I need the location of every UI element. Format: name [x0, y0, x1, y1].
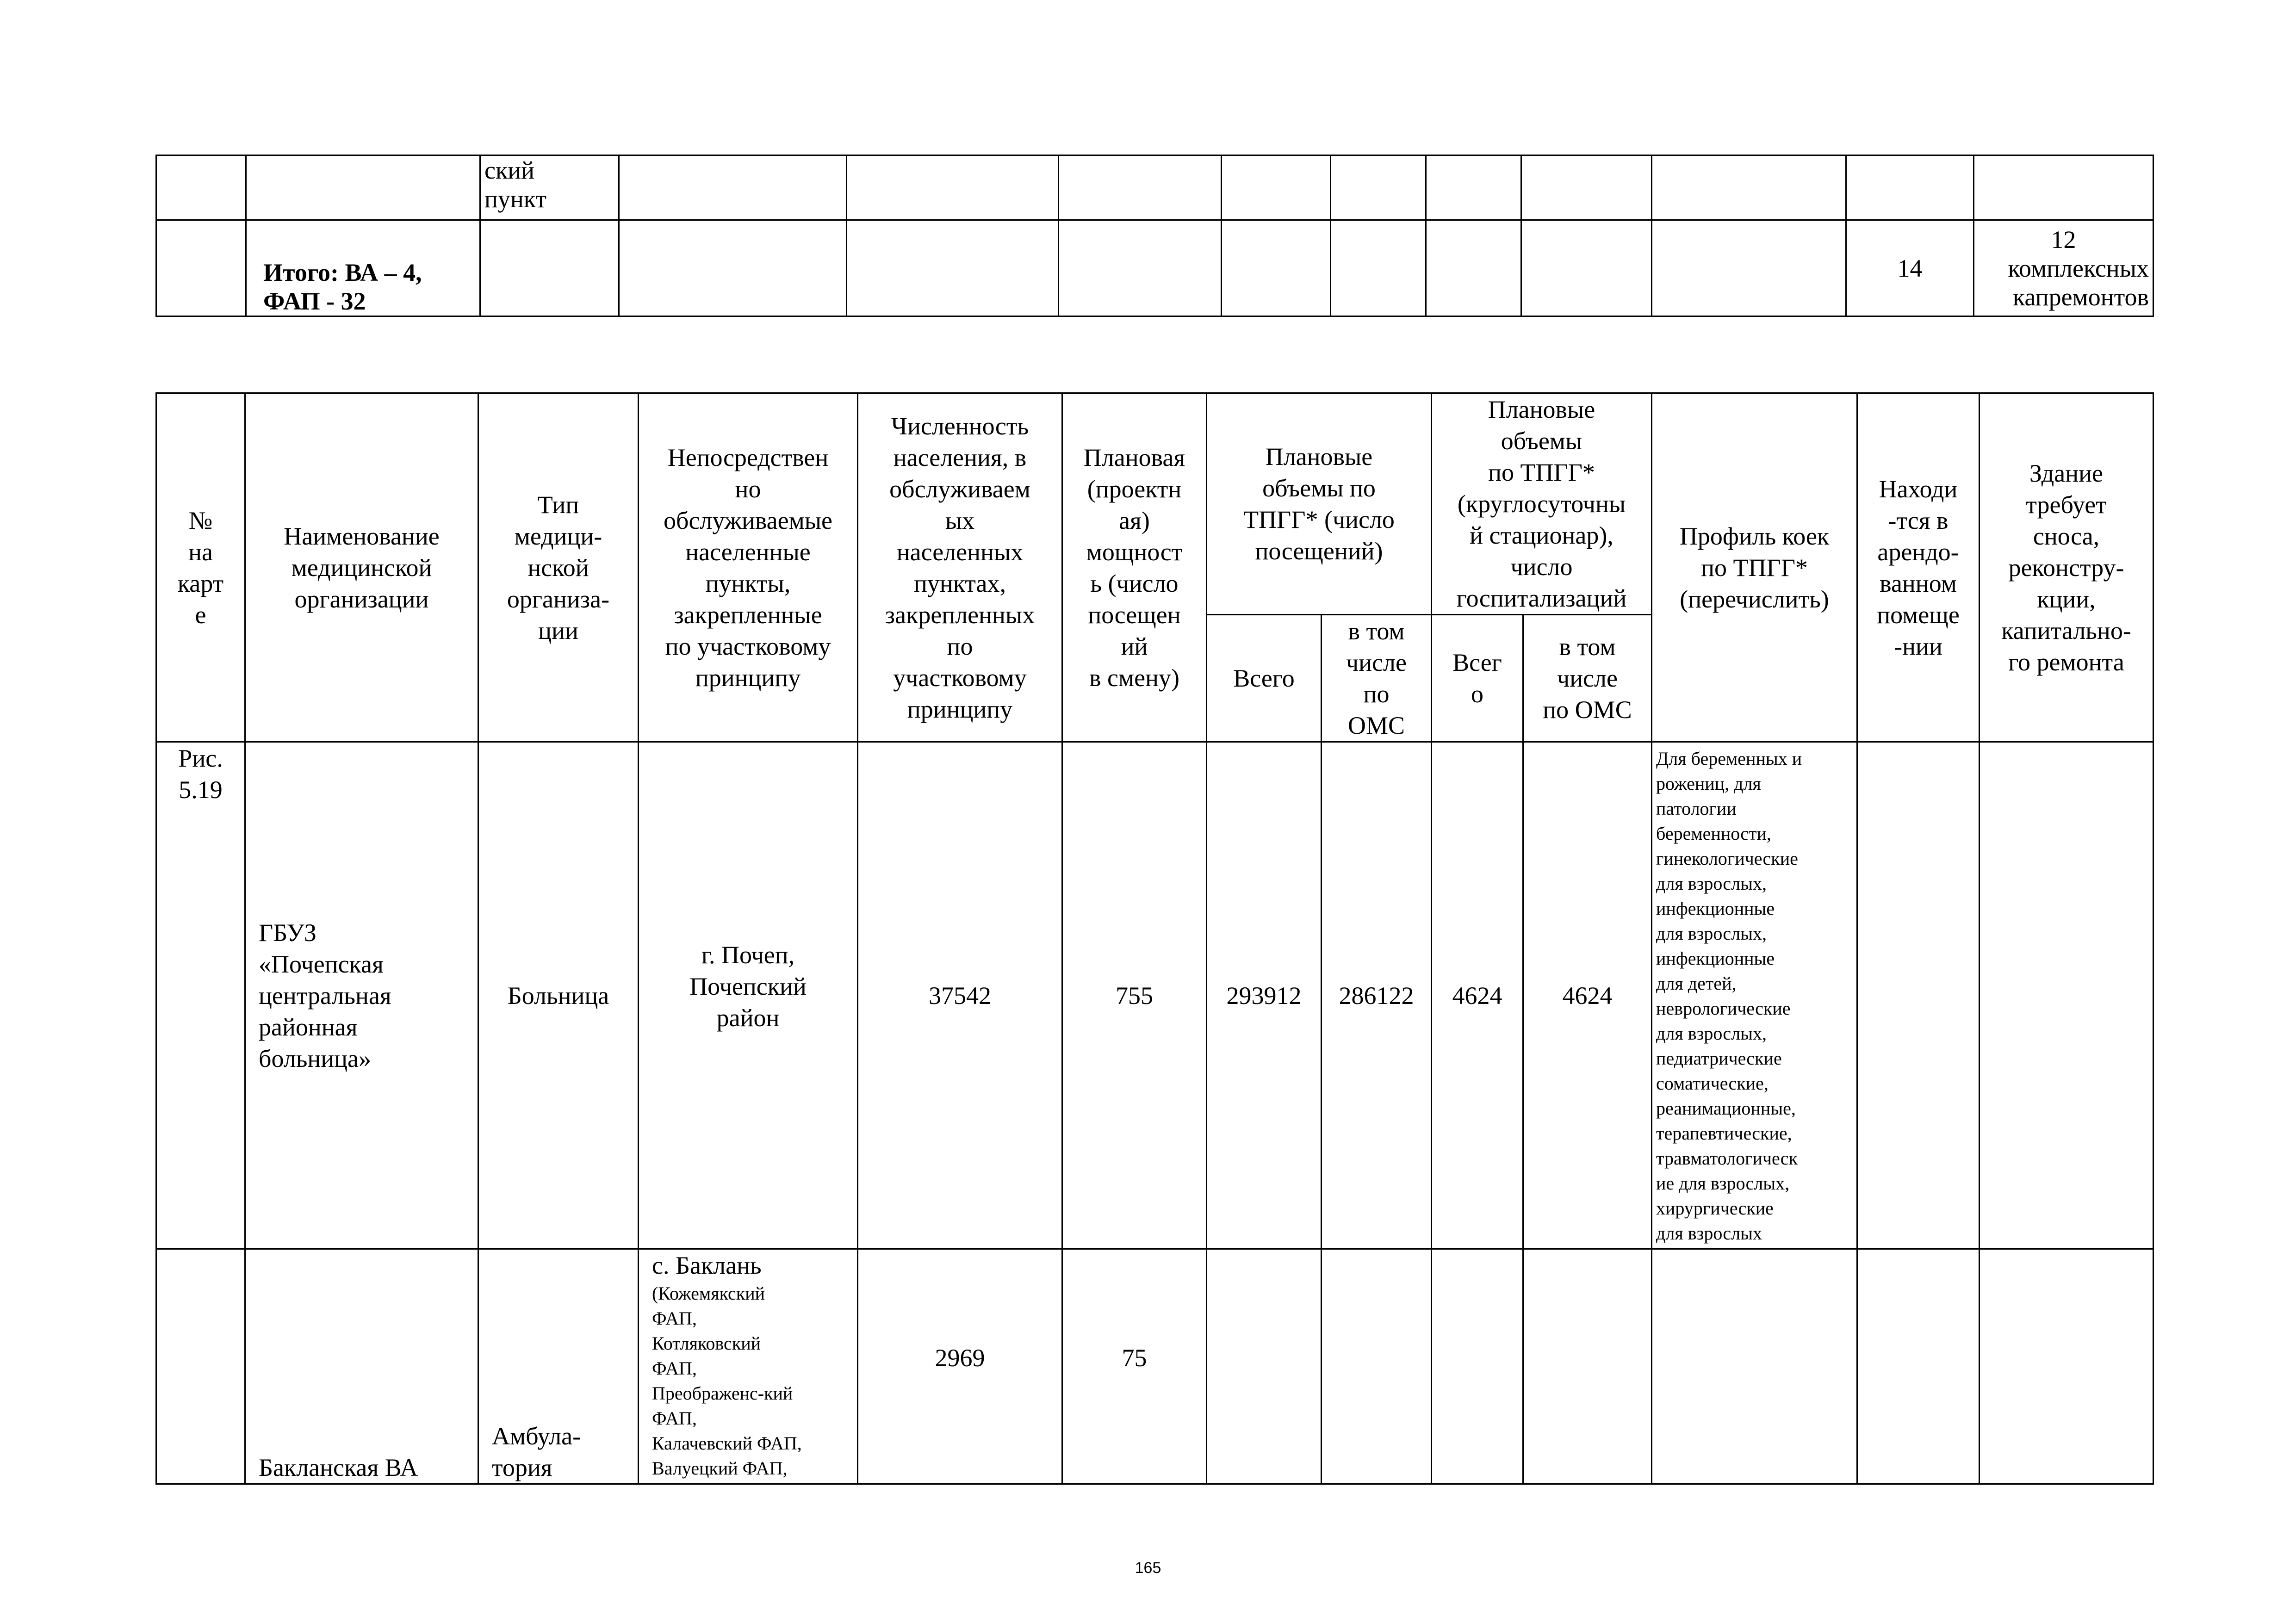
hosp-oms-cell: 4624: [1523, 742, 1652, 1249]
header-planned-hospitalizations: Плановые объемы по ТПГГ* (круглосуточны й стационар), число госпитализаций: [1432, 393, 1652, 615]
table-row: [156, 742, 2153, 1249]
facility-type-cell: ский пункт: [480, 155, 619, 220]
header-visits-oms: в том числе по ОМС: [1322, 615, 1432, 742]
header-rented-premises: Находи -тся в арендо- ванном помеще -нии: [1857, 393, 1980, 742]
organization-type-cell: Амбула- тория: [478, 1249, 639, 1484]
header-capacity: Плановая (проектн ая) мощност ь (число посещен ий в смену): [1062, 393, 1207, 742]
summary-table-continued: [155, 155, 2154, 317]
totals-rented-count: 14: [1846, 220, 1974, 316]
capacity-cell: 75: [1062, 1249, 1207, 1484]
header-visits-total: Всего: [1207, 615, 1322, 742]
capacity-cell: 755: [1062, 742, 1207, 1249]
header-building-status: Здание требует сноса, реконстру- кции, капитально- го ремонта: [1980, 393, 2153, 742]
bed-profile-cell: Для беременных и рожениц, для патологии беременности, гинекологические для взрослых, инфекционные для взрослых, инфекционные для детей, неврологические для взрослых, педиатрические соматические, реанимационные, терапевтические, травматологическ ие для взрослых, хирургические для взрослых: [1652, 742, 1857, 1249]
header-organization-name: Наименование медицинской организации: [245, 393, 478, 742]
header-row: [156, 393, 2153, 615]
organization-name-cell: Бакланская ВА: [245, 1249, 478, 1484]
map-number-cell: Рис. 5.19: [156, 742, 245, 1249]
header-population: Численность населения, в обслуживаем ых населенных пунктах, закрепленных по участковому принципу: [858, 393, 1062, 742]
hosp-total-cell: 4624: [1432, 742, 1523, 1249]
totals-row: [156, 220, 2153, 316]
visits-oms-cell: 286122: [1322, 742, 1432, 1249]
population-cell: 37542: [858, 742, 1062, 1249]
header-planned-visits: Плановые объемы по ТПГГ* (число посещений): [1207, 393, 1432, 615]
settlements-cell: с. Баклань (Кожемякский ФАП, Котляковский ФАП, Преображенс-кий ФАП, Калачевский ФАП, Валуецкий ФАП,: [639, 1249, 858, 1484]
visits-total-cell: 293912: [1207, 742, 1322, 1249]
table-row: [156, 155, 2153, 220]
settlements-cell: г. Почеп, Почепский район: [639, 742, 858, 1249]
header-settlements: Непосредствен но обслуживаемые населенные пункты, закрепленные по участковому принципу: [639, 393, 858, 742]
organization-name-cell: ГБУЗ «Почепская центральная районная больница»: [245, 742, 478, 1249]
header-organization-type: Тип медици- нской организа- ции: [478, 393, 639, 742]
population-cell: 2969: [858, 1249, 1062, 1484]
header-hosp-oms: в том числе по ОМС: [1523, 615, 1652, 742]
table-row: [156, 1249, 2153, 1484]
medical-organizations-table: [155, 392, 2154, 1485]
header-bed-profile: Профиль коек по ТПГГ* (перечислить): [1652, 393, 1857, 742]
totals-repairs: 12 комплексных капремонтов: [1974, 220, 2153, 316]
organization-type-cell: Больница: [478, 742, 639, 1249]
header-map-number: № на карт е: [156, 393, 245, 742]
header-hosp-total: Всег о: [1432, 615, 1523, 742]
totals-label: Итого: ВА – 4, ФАП - 32: [246, 220, 480, 316]
page-number: 165: [1135, 1559, 1161, 1577]
